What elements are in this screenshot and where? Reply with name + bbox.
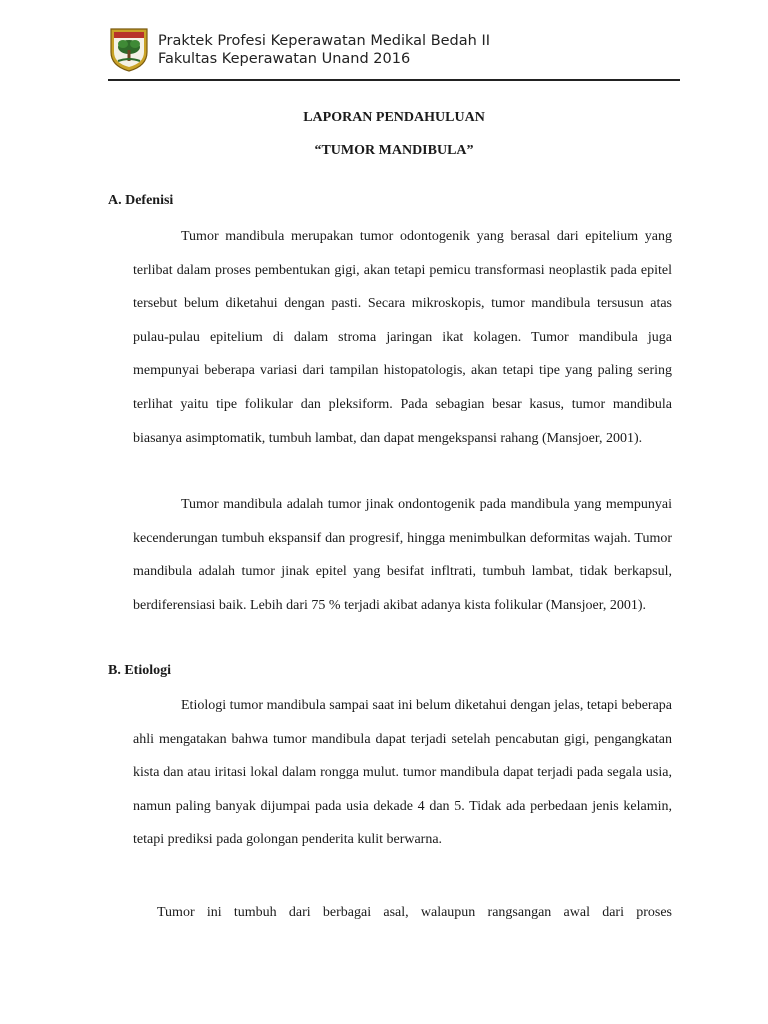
paragraph: Tumor ini tumbuh dari berbagai asal, walaupun rangsangan awal dari proses [157, 905, 672, 920]
page-header [108, 26, 680, 82]
header-line-1: Praktek Profesi Keperawatan Medikal Bedah II [158, 33, 490, 49]
paragraph: Tumor mandibula merupakan tumor odontogenik yang berasal dari epitelium yang terlibat dalam proses pembentukan gigi, akan tetapi pemicu transformasi neoplastik pada epitel tersebut belum diketahui dengan pasti. Secara mikroskopis, tumor mandibula tersusun atas pulau-pulau epitelium di dalam stroma jaringan ikat kolagen. Tumor mandibula juga mempunyai beberapa variasi dari tampilan histopatologis, akan tetapi tipe yang paling sering terlihat yaitu tipe folikular dan pleksiform. Pada sebagian besar kasus, tumor mandibula biasanya asimptomatik, tumbuh lambat, dan dapat mengekspansi rahang (Mansjoer, 2001). [133, 229, 672, 446]
document-subtitle: “TUMOR MANDIBULA” [314, 143, 474, 158]
section-heading-etiologi: B. Etiologi [108, 663, 172, 678]
university-logo [108, 26, 150, 72]
paragraph: Etiologi tumor mandibula sampai saat ini belum diketahui dengan jelas, tetapi beberapa ahli mengatakan bahwa tumor mandibula dapat terjadi setelah pencabutan gigi, pengangkatan kista dan atau iritasi lokal dalam rongga mulut. tumor mandibula dapat terjadi pada segala usia, namun paling banyak dijumpai pada usia dekade 4 dan 5. Tidak ada perbedaan jenis kelamin, tetapi prediksi pada golongan penderita kulit berwarna. [133, 698, 672, 848]
document-title: LAPORAN PENDAHULUAN [303, 110, 485, 125]
paragraph: Tumor mandibula adalah tumor jinak ondontogenik pada mandibula yang mempunyai kecenderungan tumbuh ekspansif dan progresif, hingga menimbulkan deformitas wajah. Tumor mandibula adalah tumor jinak epitel yang besifat infltrati, tumbuh lambat, tidak berkapsul, berdiferensiasi baik. Lebih dari 75 % terjadi akibat adanya kista folikular (Mansjoer, 2001). [133, 497, 672, 613]
header-line-2: Fakultas Keperawatan Unand 2016 [158, 51, 411, 67]
header-divider [108, 79, 680, 81]
section-heading-defenisi: A. Defenisi [108, 193, 174, 208]
